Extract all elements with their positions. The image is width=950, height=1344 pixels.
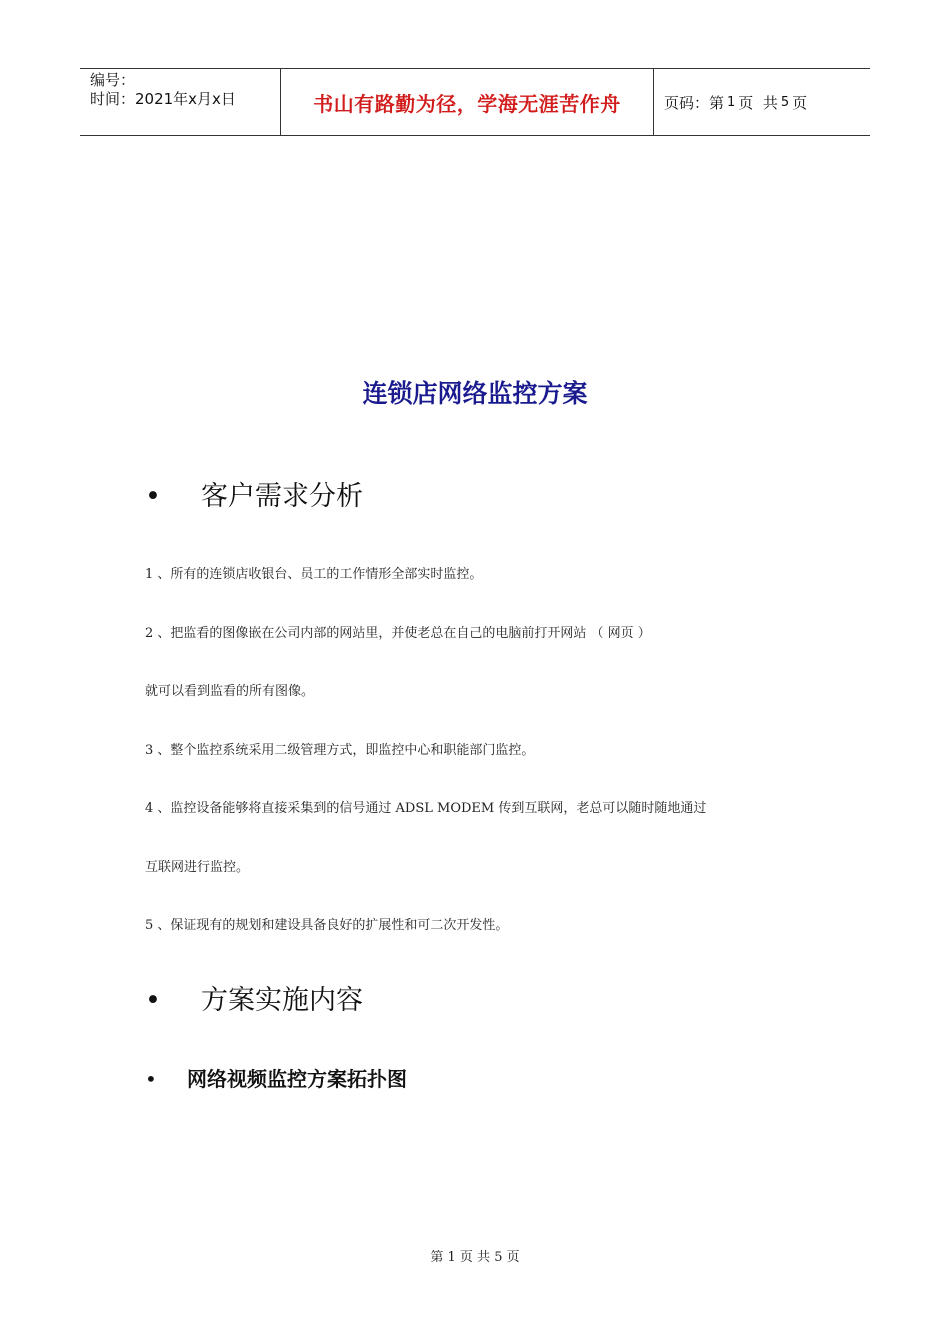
header-page-current: 1 <box>727 94 736 110</box>
section-heading-text: 客户需求分析 <box>201 481 363 512</box>
document-title: 连锁店网络监控方案 <box>362 379 588 408</box>
section-heading-implementation <box>145 978 363 1017</box>
header-page-total: 5 <box>780 94 790 110</box>
header-meta-cell <box>80 69 281 135</box>
paragraph-2-continued: 就可以看到监看的所有图像。 <box>145 684 315 699</box>
paragraph-3: 3 、整个监控系统采用二级管理方式，即监控中心和职能部门监控。 <box>145 743 535 758</box>
paragraph-4-continued: 互联网进行监控。 <box>145 860 250 875</box>
paragraph-5: 5 、保证现有的规划和建设具备良好的扩展性和可二次开发性。 <box>145 918 509 933</box>
header-page-prefix: 页码：第 <box>664 93 725 112</box>
section-heading-requirements <box>145 474 363 513</box>
paragraph-1: 1 、所有的连锁店收银台、员工的工作情形全部实时监控。 <box>145 567 483 582</box>
page-header <box>80 68 870 136</box>
sub-heading-text: 网络视频监控方案拓扑图 <box>187 1067 407 1091</box>
paragraph-2: 2 、把监看的图像嵌在公司内部的网站里，并使老总在自己的电脑前打开网站 （ 网页 ） <box>145 626 651 641</box>
paragraph-4: 4 、监控设备能够将直接采集到的信号通过 ADSL MODEM 传到互联网，老总可以随时随地通过 <box>145 801 707 816</box>
bullet-icon: • <box>145 985 161 1016</box>
bullet-icon: • <box>145 481 161 512</box>
header-page-number <box>654 69 870 135</box>
header-motto: 书山有路勤为径，学海无涯苦作舟 <box>281 69 654 135</box>
header-page-mid: 页 共 <box>738 93 778 112</box>
header-time-label: 时间：2021年x月x日 <box>90 90 236 108</box>
header-number-label: 编号： <box>90 71 136 89</box>
bullet-icon: • <box>145 1067 157 1091</box>
header-page-suffix: 页 <box>792 93 808 112</box>
sub-heading-topology <box>145 1063 407 1092</box>
page-footer: 第 1 页 共 5 页 <box>430 1250 520 1265</box>
section-heading-text: 方案实施内容 <box>201 985 363 1016</box>
